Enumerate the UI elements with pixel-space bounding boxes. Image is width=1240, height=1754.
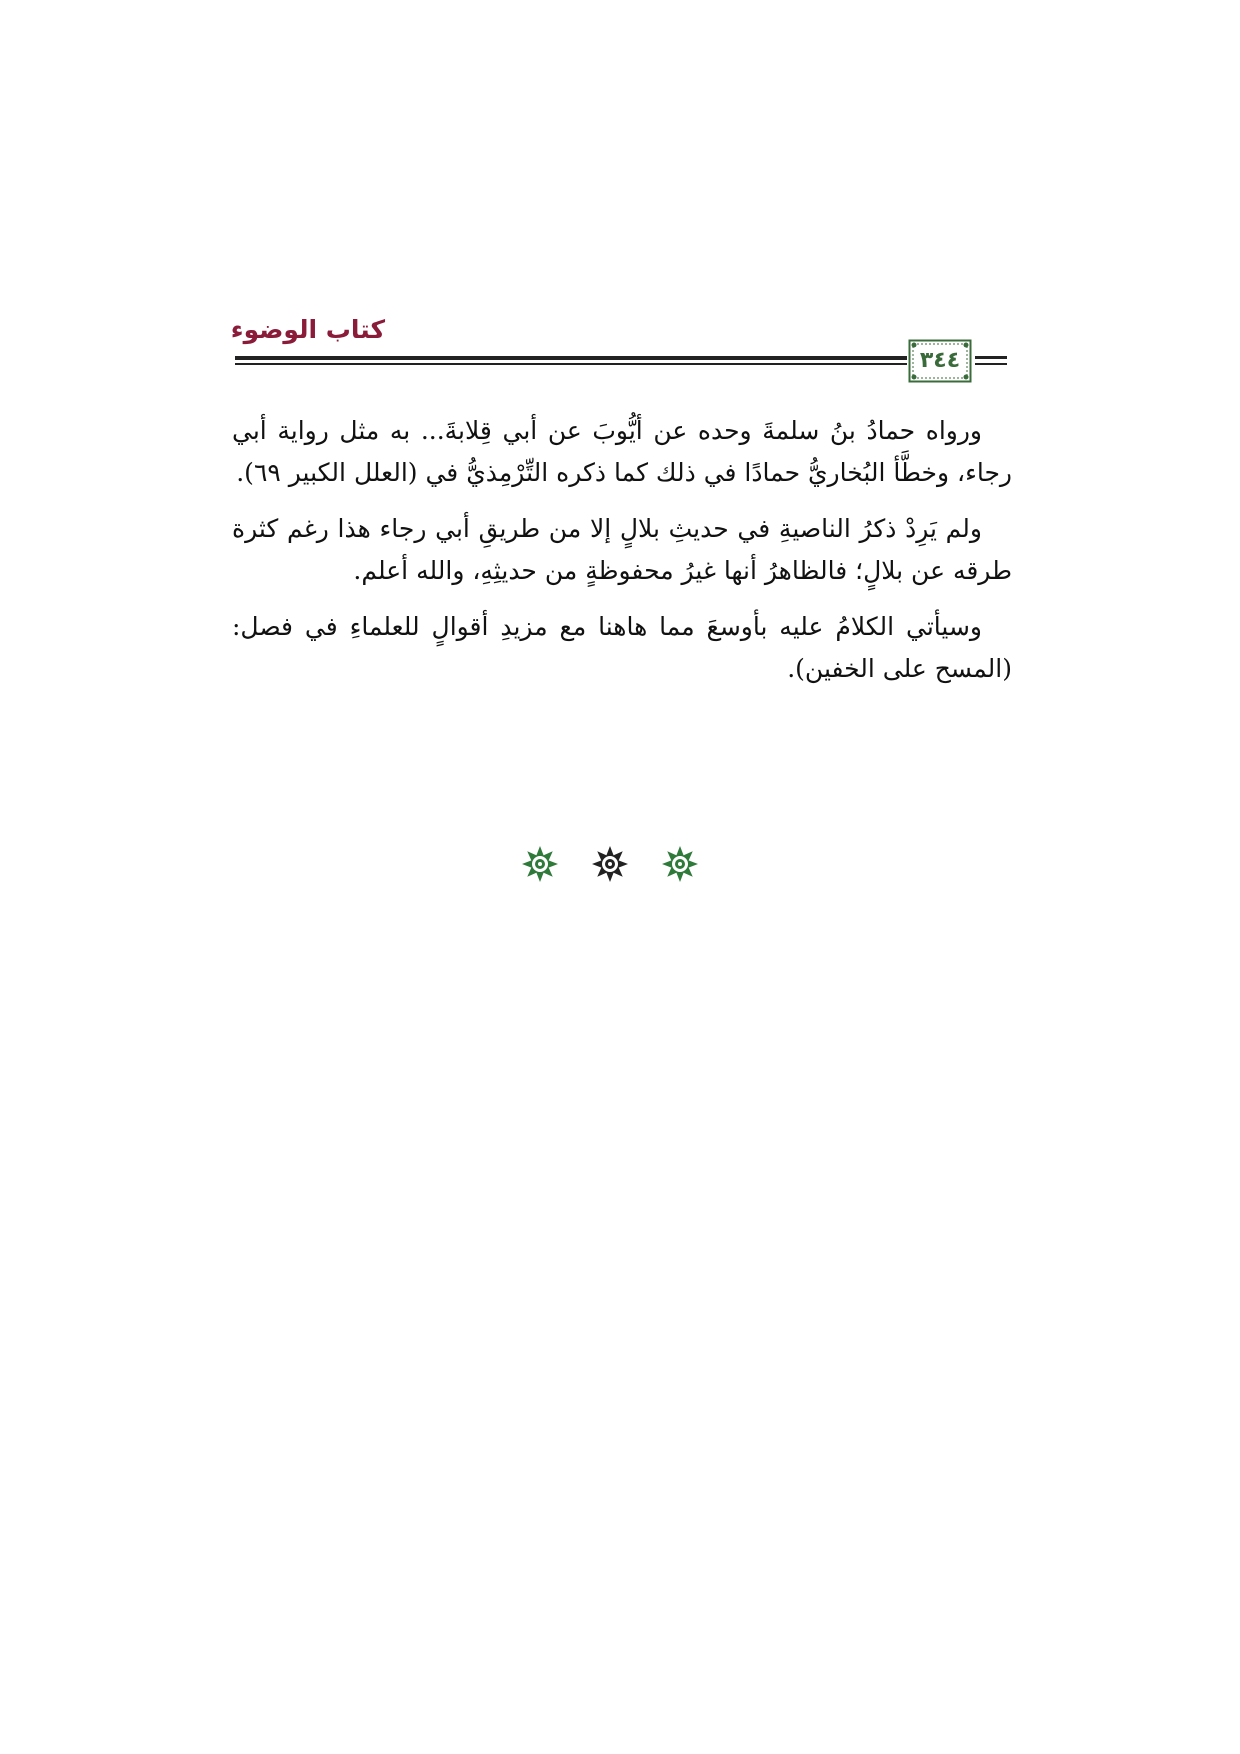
- paragraph: وسيأتي الكلامُ عليه بأوسعَ مما هاهنا مع مزيدِ أقوالٍ للعلماءِ في فصل: (المسح على الخفين).: [232, 612, 1012, 683]
- book-title: كتاب الوضوء: [230, 315, 385, 344]
- star-flower-icon: [660, 844, 700, 884]
- page-body: [232, 410, 1012, 704]
- paragraph: ورواه حمادُ بنُ سلمةَ وحده عن أيُّوبَ عن أبي قِلابةَ... به مثل رواية أبي رجاء، وخطَّأ البُخاريُّ حمادًا في ذلك كما ذكره التِّرْمِذيُّ في (العلل الكبير ٦٩).: [232, 416, 1012, 487]
- paragraph: ولم يَرِدْ ذكرُ الناصيةِ في حديثِ بلالٍ إلا من طريقِ أبي رجاء هذا رغم كثرة طرقه عن بلالٍ؛ فالظاهرُ أنها غيرُ محفوظةٍ من حديثِهِ، والله أعلم.: [232, 514, 1012, 585]
- header-rule-thick: [235, 356, 907, 360]
- star-flower-icon: [520, 844, 560, 884]
- section-end-ornaments: [520, 844, 700, 884]
- page-number-badge: [908, 339, 972, 383]
- header-rule-thin: [235, 363, 907, 365]
- page-number: ٣٤٤: [919, 348, 961, 373]
- header-rule-stub: [975, 356, 1007, 359]
- star-flower-icon: [590, 844, 630, 884]
- header-rule-stub: [975, 363, 1007, 365]
- page-header: [0, 0, 1240, 400]
